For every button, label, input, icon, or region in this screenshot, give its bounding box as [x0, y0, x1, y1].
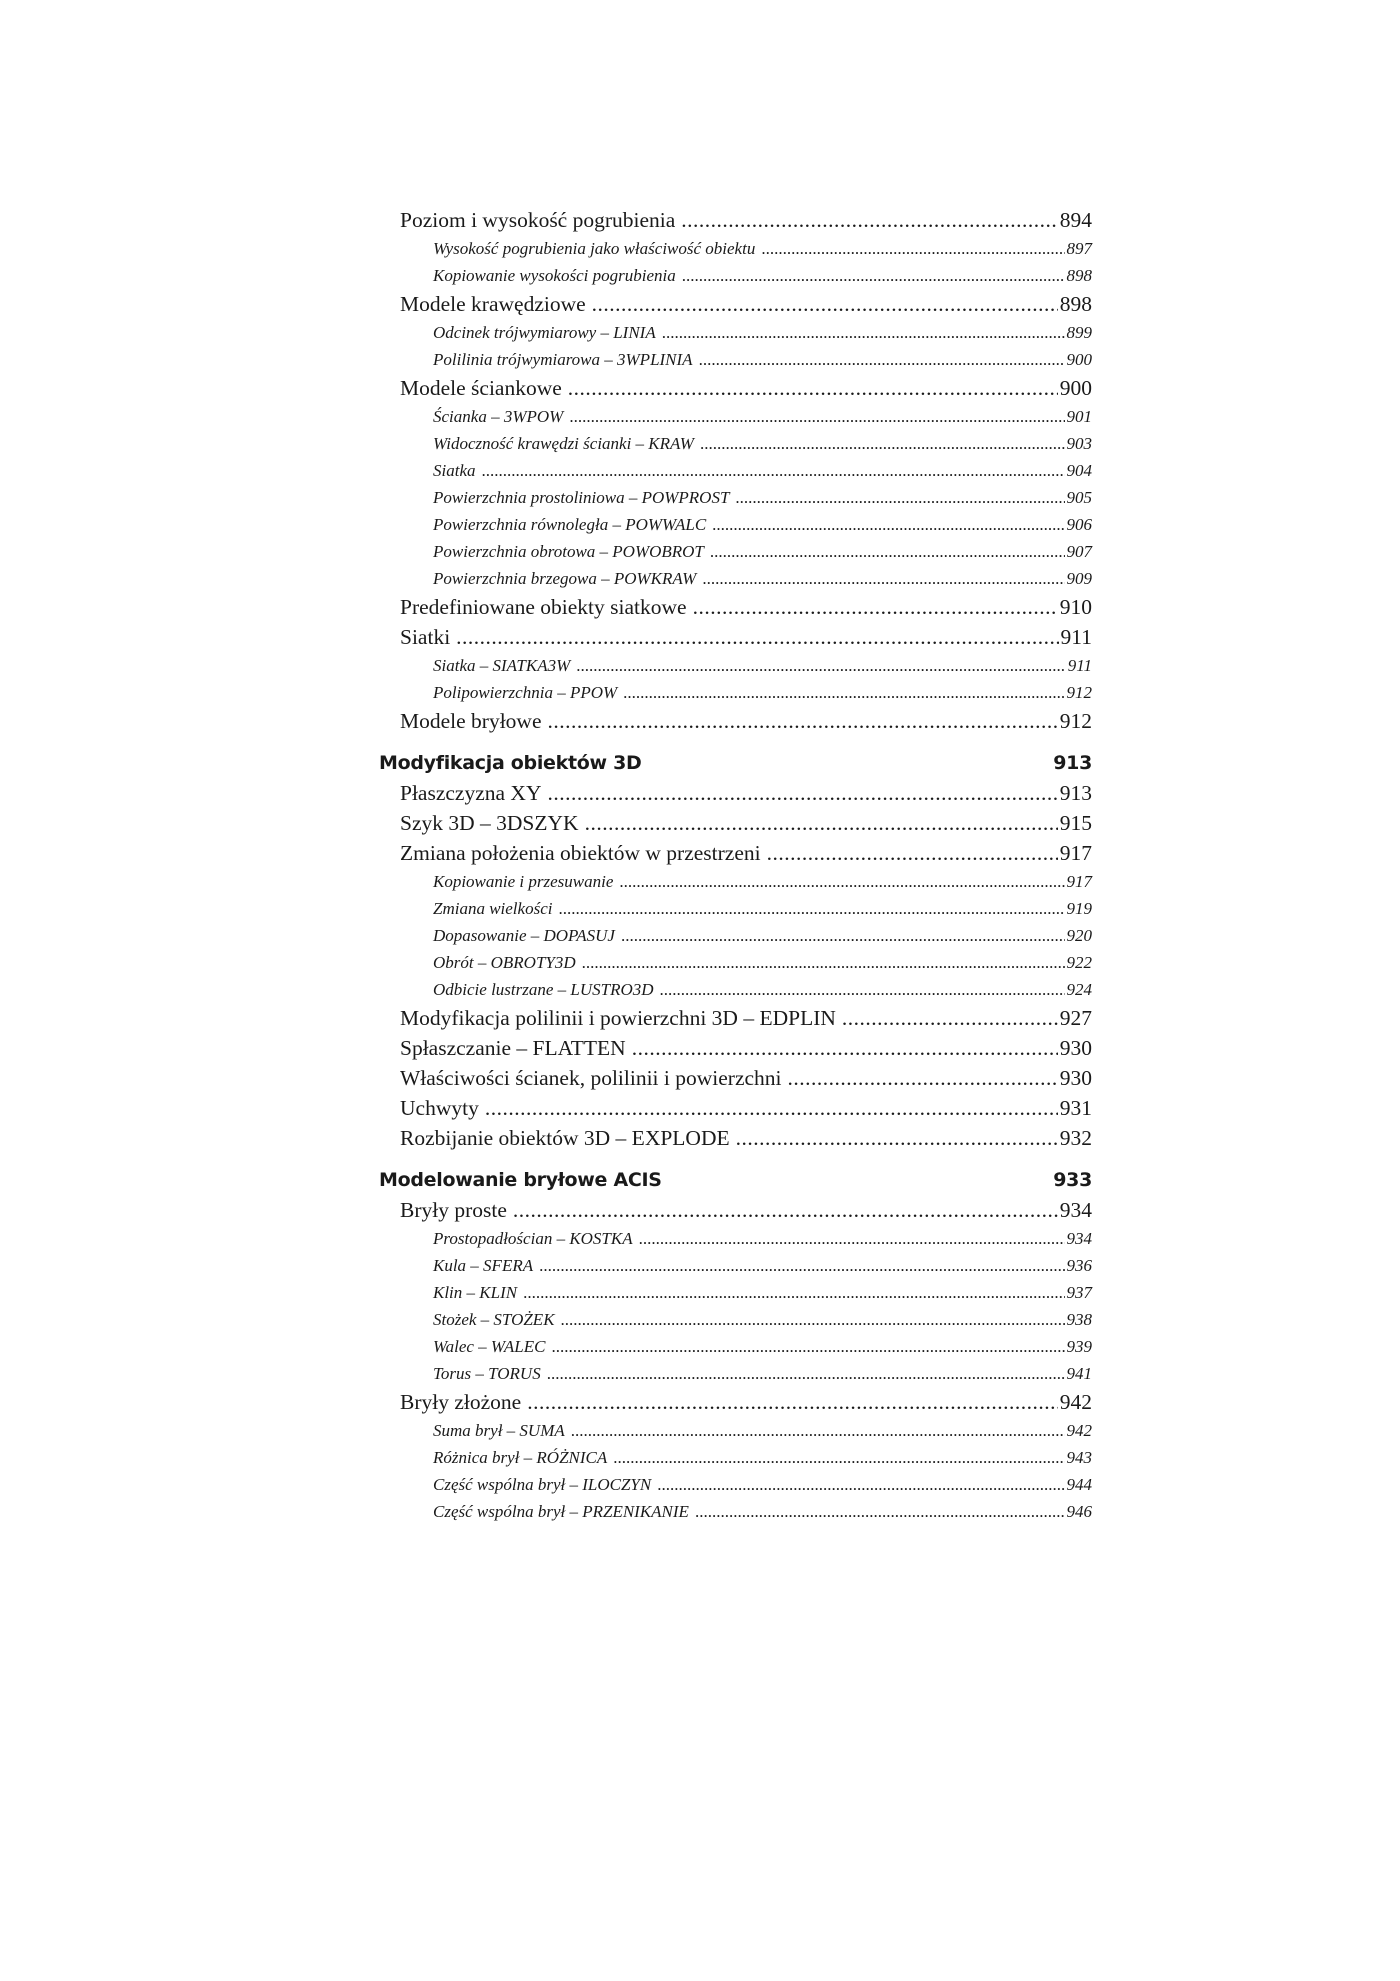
toc-entry-title: Bryły proste [400, 1198, 507, 1222]
dot-leader [788, 1063, 1058, 1093]
toc-section-entry [400, 1093, 1092, 1123]
toc-entry-page-number: 933 [1053, 1169, 1092, 1191]
toc-entry-title: Część wspólna brył – PRZENIKANIE [433, 1502, 689, 1521]
toc-subsection-entry [433, 679, 1092, 706]
toc-entry-page-number: 934 [1059, 1198, 1092, 1222]
toc-entry-title: Rozbijanie obiektów 3D – EXPLODE [400, 1126, 730, 1150]
toc-entry-page-number: 944 [1066, 1475, 1092, 1494]
toc-entry-title: Siatka – SIATKA3W [433, 656, 571, 675]
toc-section-entry [400, 1195, 1092, 1225]
toc-section-entry [400, 778, 1092, 808]
toc-entry-page-number: 931 [1059, 1096, 1092, 1120]
dot-leader [485, 1093, 1058, 1123]
toc-entry-title: Wysokość pogrubienia jako właściwość obiektu [433, 239, 756, 258]
toc-entry-page-number: 930 [1059, 1066, 1092, 1090]
dot-leader [513, 1195, 1058, 1225]
toc-entry-title: Zmiana położenia obiektów w przestrzeni [400, 841, 761, 865]
dot-leader [456, 622, 1058, 652]
dot-leader [700, 430, 1065, 457]
toc-entry-page-number: 906 [1066, 515, 1092, 534]
toc-entry-title: Modelowanie bryłowe ACIS [379, 1169, 662, 1191]
toc-entry-title: Widoczność krawędzi ścianki – KRAW [433, 434, 694, 453]
toc-entry-title: Kula – SFERA [433, 1256, 534, 1275]
toc-entry-page-number: 919 [1066, 899, 1092, 918]
dot-leader [569, 403, 1064, 430]
toc-section-entry [400, 1387, 1092, 1417]
toc-entry-title: Predefiniowane obiekty siatkowe [400, 595, 687, 619]
toc-entry-title: Powierzchnia obrotowa – POWOBROT [433, 542, 704, 561]
toc-entry-page-number: 917 [1066, 872, 1092, 891]
dot-leader [571, 1417, 1065, 1444]
toc-entry-page-number: 939 [1066, 1337, 1092, 1356]
toc-entry-page-number: 900 [1059, 376, 1092, 400]
toc-entry-title: Powierzchnia brzegowa – POWKRAW [433, 569, 697, 588]
toc-subsection-entry [433, 1225, 1092, 1252]
toc-subsection-entry [433, 1498, 1092, 1525]
dot-leader [662, 319, 1065, 346]
toc-entry-page-number: 901 [1066, 407, 1092, 426]
toc-subsection-entry [433, 1306, 1092, 1333]
toc-section-entry [400, 1033, 1092, 1063]
dot-leader [547, 778, 1057, 808]
dot-leader [657, 1471, 1064, 1498]
toc-entry-title: Prostopadłościan – KOSTKA [433, 1229, 633, 1248]
toc-entry-page-number: 917 [1059, 841, 1092, 865]
dot-leader [639, 1225, 1065, 1252]
toc-section-entry [400, 706, 1092, 736]
toc-entry-page-number: 911 [1067, 656, 1092, 675]
toc-subsection-entry [433, 457, 1092, 484]
toc-section-entry [400, 1123, 1092, 1153]
toc-entry-title: Różnica brył – RÓŻNICA [433, 1448, 608, 1467]
toc-entry-page-number: 911 [1060, 625, 1092, 649]
toc-entry-title: Spłaszczanie – FLATTEN [400, 1036, 626, 1060]
dot-leader [695, 1498, 1065, 1525]
toc-entry-page-number: 904 [1066, 461, 1092, 480]
toc-section-entry [400, 1063, 1092, 1093]
toc-subsection-entry [433, 565, 1092, 592]
dot-leader [712, 511, 1064, 538]
dot-leader [551, 1333, 1064, 1360]
toc-entry-title: Kopiowanie i przesuwanie [433, 872, 614, 891]
dot-leader [592, 289, 1058, 319]
dot-leader [619, 868, 1064, 895]
toc-entry-page-number: 942 [1059, 1390, 1092, 1414]
toc-entry-title: Torus – TORUS [433, 1364, 541, 1383]
toc-entry-page-number: 913 [1059, 781, 1092, 805]
toc-entry-title: Zmiana wielkości [433, 899, 553, 918]
toc-subsection-entry [433, 895, 1092, 922]
toc-subsection-entry [433, 1444, 1092, 1471]
toc-entry-page-number: 898 [1059, 292, 1092, 316]
dot-leader [547, 1360, 1065, 1387]
toc-entry-title: Odcinek trójwymiarowy – LINIA [433, 323, 656, 342]
toc-section-entry [400, 808, 1092, 838]
toc-entry-title: Modyfikacja obiektów 3D [379, 752, 642, 774]
toc-entry-page-number: 936 [1066, 1256, 1092, 1275]
dot-leader [735, 484, 1064, 511]
toc-entry-title: Modyfikacja polilinii i powierzchni 3D – EDPLIN [400, 1006, 836, 1030]
toc-chapter-heading [379, 1165, 1092, 1195]
toc-entry-page-number: 942 [1066, 1421, 1092, 1440]
toc-subsection-entry [433, 949, 1092, 976]
dot-leader [682, 262, 1065, 289]
dot-leader [539, 1252, 1064, 1279]
toc-entry-page-number: 934 [1066, 1229, 1092, 1248]
toc-entry-page-number: 913 [1053, 752, 1092, 774]
toc-subsection-entry [433, 1471, 1092, 1498]
toc-entry-page-number: 922 [1066, 953, 1092, 972]
toc-entry-title: Szyk 3D – 3DSZYK [400, 811, 579, 835]
toc-entry-title: Odbicie lustrzane – LUSTRO3D [433, 980, 654, 999]
toc-section-entry [400, 289, 1092, 319]
dot-leader [568, 373, 1058, 403]
dot-leader [693, 592, 1058, 622]
toc-entry-title: Właściwości ścianek, polilinii i powierzchni [400, 1066, 782, 1090]
toc-entry-page-number: 899 [1066, 323, 1092, 342]
dot-leader [736, 1123, 1058, 1153]
dot-leader [558, 895, 1064, 922]
toc-entry-page-number: 912 [1059, 709, 1092, 733]
toc-entry-page-number: 898 [1066, 266, 1092, 285]
toc-subsection-entry [433, 1333, 1092, 1360]
toc-entry-page-number: 903 [1066, 434, 1092, 453]
toc-entry-page-number: 905 [1066, 488, 1092, 507]
dot-leader [767, 838, 1058, 868]
toc-entry-page-number: 927 [1059, 1006, 1092, 1030]
toc-subsection-entry [433, 346, 1092, 373]
toc-entry-title: Powierzchnia równoległa – POWWALC [433, 515, 707, 534]
dot-leader [561, 1306, 1065, 1333]
dot-leader [576, 652, 1066, 679]
dot-leader [710, 538, 1065, 565]
toc-entry-title: Modele krawędziowe [400, 292, 586, 316]
toc-section-entry [400, 1003, 1092, 1033]
dot-leader [623, 679, 1064, 706]
toc-entry-page-number: 924 [1066, 980, 1092, 999]
toc-entry-page-number: 912 [1066, 683, 1092, 702]
toc-chapter-heading [379, 748, 1092, 778]
toc-entry-page-number: 930 [1059, 1036, 1092, 1060]
dot-leader [523, 1279, 1064, 1306]
dot-leader [699, 346, 1065, 373]
toc-subsection-entry [433, 511, 1092, 538]
toc-entry-title: Płaszczyzna XY [400, 781, 542, 805]
toc-entry-page-number: 946 [1066, 1502, 1092, 1521]
toc-entry-title: Klin – KLIN [433, 1283, 518, 1302]
toc-entry-title: Walec – WALEC [433, 1337, 546, 1356]
dot-leader [660, 976, 1065, 1003]
dot-leader [613, 1444, 1064, 1471]
toc-entry-title: Kopiowanie wysokości pogrubienia [433, 266, 676, 285]
toc-subsection-entry [433, 538, 1092, 565]
toc-subsection-entry [433, 319, 1092, 346]
toc-entry-page-number: 943 [1066, 1448, 1092, 1467]
dot-leader [548, 706, 1058, 736]
dot-leader [482, 457, 1065, 484]
toc-subsection-entry [433, 1417, 1092, 1444]
toc-entry-page-number: 915 [1059, 811, 1092, 835]
toc-section-entry [400, 622, 1092, 652]
dot-leader [702, 565, 1064, 592]
toc-section-entry [400, 205, 1092, 235]
toc-entry-page-number: 894 [1059, 208, 1092, 232]
toc-subsection-entry [433, 652, 1092, 679]
toc-entry-page-number: 932 [1059, 1126, 1092, 1150]
table-of-contents [379, 205, 1092, 1525]
toc-entry-page-number: 941 [1066, 1364, 1092, 1383]
toc-entry-title: Poziom i wysokość pogrubienia [400, 208, 676, 232]
toc-entry-title: Suma brył – SUMA [433, 1421, 565, 1440]
dot-leader [582, 949, 1065, 976]
toc-entry-page-number: 909 [1066, 569, 1092, 588]
toc-entry-page-number: 897 [1066, 239, 1092, 258]
toc-entry-title: Ścianka – 3WPOW [433, 407, 564, 426]
dot-leader [681, 205, 1057, 235]
toc-entry-title: Bryły złożone [400, 1390, 522, 1414]
toc-entry-page-number: 938 [1066, 1310, 1092, 1329]
toc-entry-page-number: 937 [1066, 1283, 1092, 1302]
dot-leader [632, 1033, 1058, 1063]
toc-subsection-entry [433, 430, 1092, 457]
toc-subsection-entry [433, 262, 1092, 289]
toc-subsection-entry [433, 922, 1092, 949]
dot-leader [527, 1387, 1058, 1417]
toc-entry-title: Modele ściankowe [400, 376, 562, 400]
toc-entry-title: Część wspólna brył – ILOCZYN [433, 1475, 652, 1494]
toc-entry-page-number: 900 [1066, 350, 1092, 369]
toc-entry-title: Polilinia trójwymiarowa – 3WPLINIA [433, 350, 693, 369]
toc-section-entry [400, 592, 1092, 622]
toc-entry-title: Modele bryłowe [400, 709, 542, 733]
dot-leader [621, 922, 1065, 949]
toc-entry-title: Polipowierzchnia – PPOW [433, 683, 618, 702]
toc-subsection-entry [433, 1360, 1092, 1387]
toc-entry-title: Siatki [400, 625, 451, 649]
toc-entry-page-number: 910 [1059, 595, 1092, 619]
toc-section-entry [400, 373, 1092, 403]
toc-entry-title: Siatka [433, 461, 476, 480]
toc-subsection-entry [433, 868, 1092, 895]
dot-leader [585, 808, 1058, 838]
toc-subsection-entry [433, 403, 1092, 430]
toc-subsection-entry [433, 976, 1092, 1003]
dot-leader [842, 1003, 1058, 1033]
toc-subsection-entry [433, 484, 1092, 511]
toc-subsection-entry [433, 1279, 1092, 1306]
toc-entry-title: Obrót – OBROTY3D [433, 953, 576, 972]
toc-section-entry [400, 838, 1092, 868]
toc-entry-page-number: 920 [1066, 926, 1092, 945]
toc-subsection-entry [433, 1252, 1092, 1279]
toc-entry-title: Uchwyty [400, 1096, 479, 1120]
toc-entry-title: Stożek – STOŻEK [433, 1310, 555, 1329]
toc-entry-title: Powierzchnia prostoliniowa – POWPROST [433, 488, 730, 507]
toc-subsection-entry [433, 235, 1092, 262]
toc-entry-title: Dopasowanie – DOPASUJ [433, 926, 615, 945]
dot-leader [761, 235, 1064, 262]
toc-entry-page-number: 907 [1066, 542, 1092, 561]
